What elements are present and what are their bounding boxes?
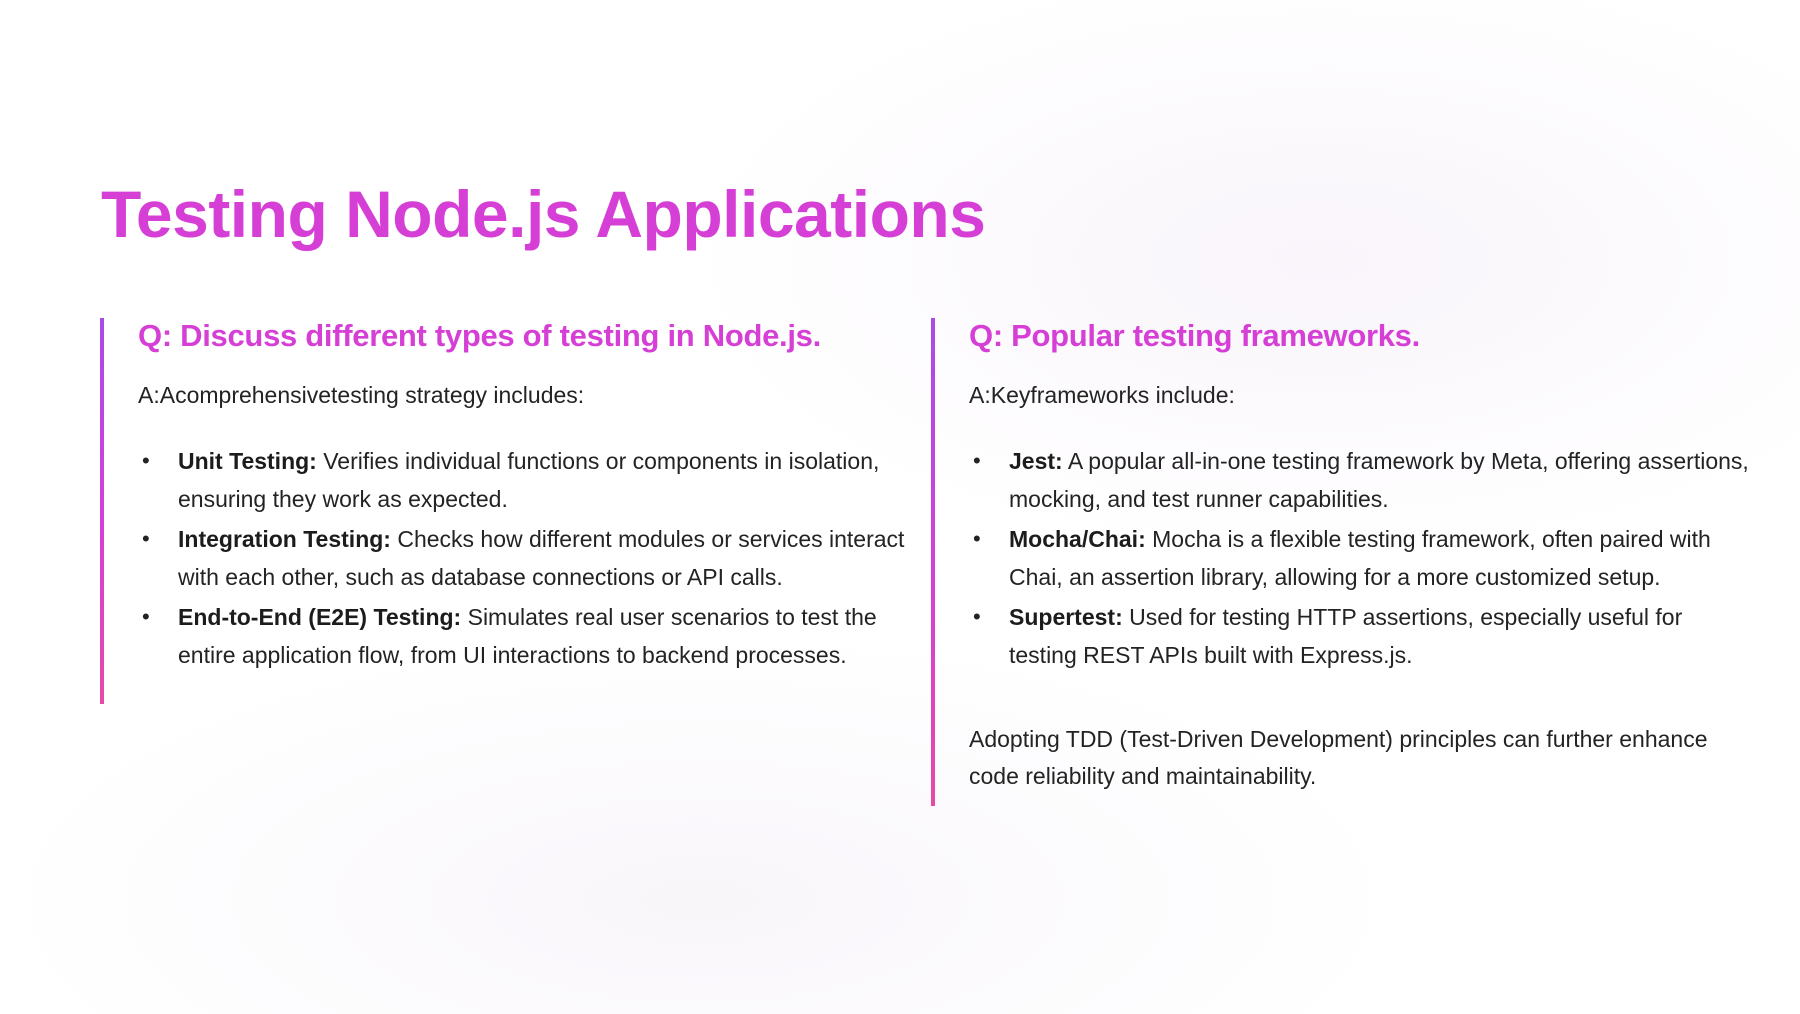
item-term: Supertest: [1009, 604, 1123, 630]
item-text: Mocha is a flexible testing framework, often paired with Chai, an assertion library, allowing for a more customized setup. [1009, 526, 1711, 590]
bullet-icon: • [973, 448, 981, 473]
item-text: Used for testing HTTP assertions, especially useful for testing REST APIs built with Express.js. [1009, 604, 1683, 668]
item-text: Simulates real user scenarios to test the entire application flow, from UI interactions to backend processes. [178, 604, 877, 668]
left-answer-intro: A:Acomprehensivetesting strategy includes: [138, 382, 585, 408]
item-text: Checks how different modules or services interact with each other, such as database connections or API calls. [178, 526, 905, 590]
tdd-note: Adopting TDD (Test-Driven Development) principles can further enhance code reliability and maintainability. [969, 726, 1708, 789]
list-item [969, 520, 1749, 596]
bullet-icon: • [973, 604, 981, 629]
bullet-icon: • [973, 526, 981, 551]
slide-title: Testing Node.js Applications [101, 177, 986, 251]
bullet-icon: • [142, 526, 150, 551]
right-qa-card [931, 318, 1771, 806]
list-item [138, 520, 918, 596]
bullet-icon: • [142, 448, 150, 473]
left-bullet-list [138, 442, 918, 676]
bullet-icon: • [142, 604, 150, 629]
list-item [138, 442, 918, 518]
item-text: A popular all-in-one testing framework by Meta, offering assertions, mocking, and test runner capabilities. [1009, 448, 1749, 512]
right-question: Q: Popular testing frameworks. [969, 318, 1420, 353]
item-term: Unit Testing: [178, 448, 317, 474]
list-item [969, 598, 1749, 674]
item-term: Jest: [1009, 448, 1063, 474]
right-answer-intro: A:Keyframeworks include: [969, 382, 1235, 408]
list-item [138, 598, 918, 674]
right-bullet-list [969, 442, 1749, 676]
item-text: Verifies individual functions or components in isolation, ensuring they work as expected. [178, 448, 880, 512]
list-item [969, 442, 1749, 518]
item-term: Integration Testing: [178, 526, 391, 552]
left-qa-card [100, 318, 920, 704]
item-term: Mocha/Chai: [1009, 526, 1146, 552]
item-term: End-to-End (E2E) Testing: [178, 604, 462, 630]
left-question: Q: Discuss different types of testing in Node.js. [138, 318, 821, 353]
